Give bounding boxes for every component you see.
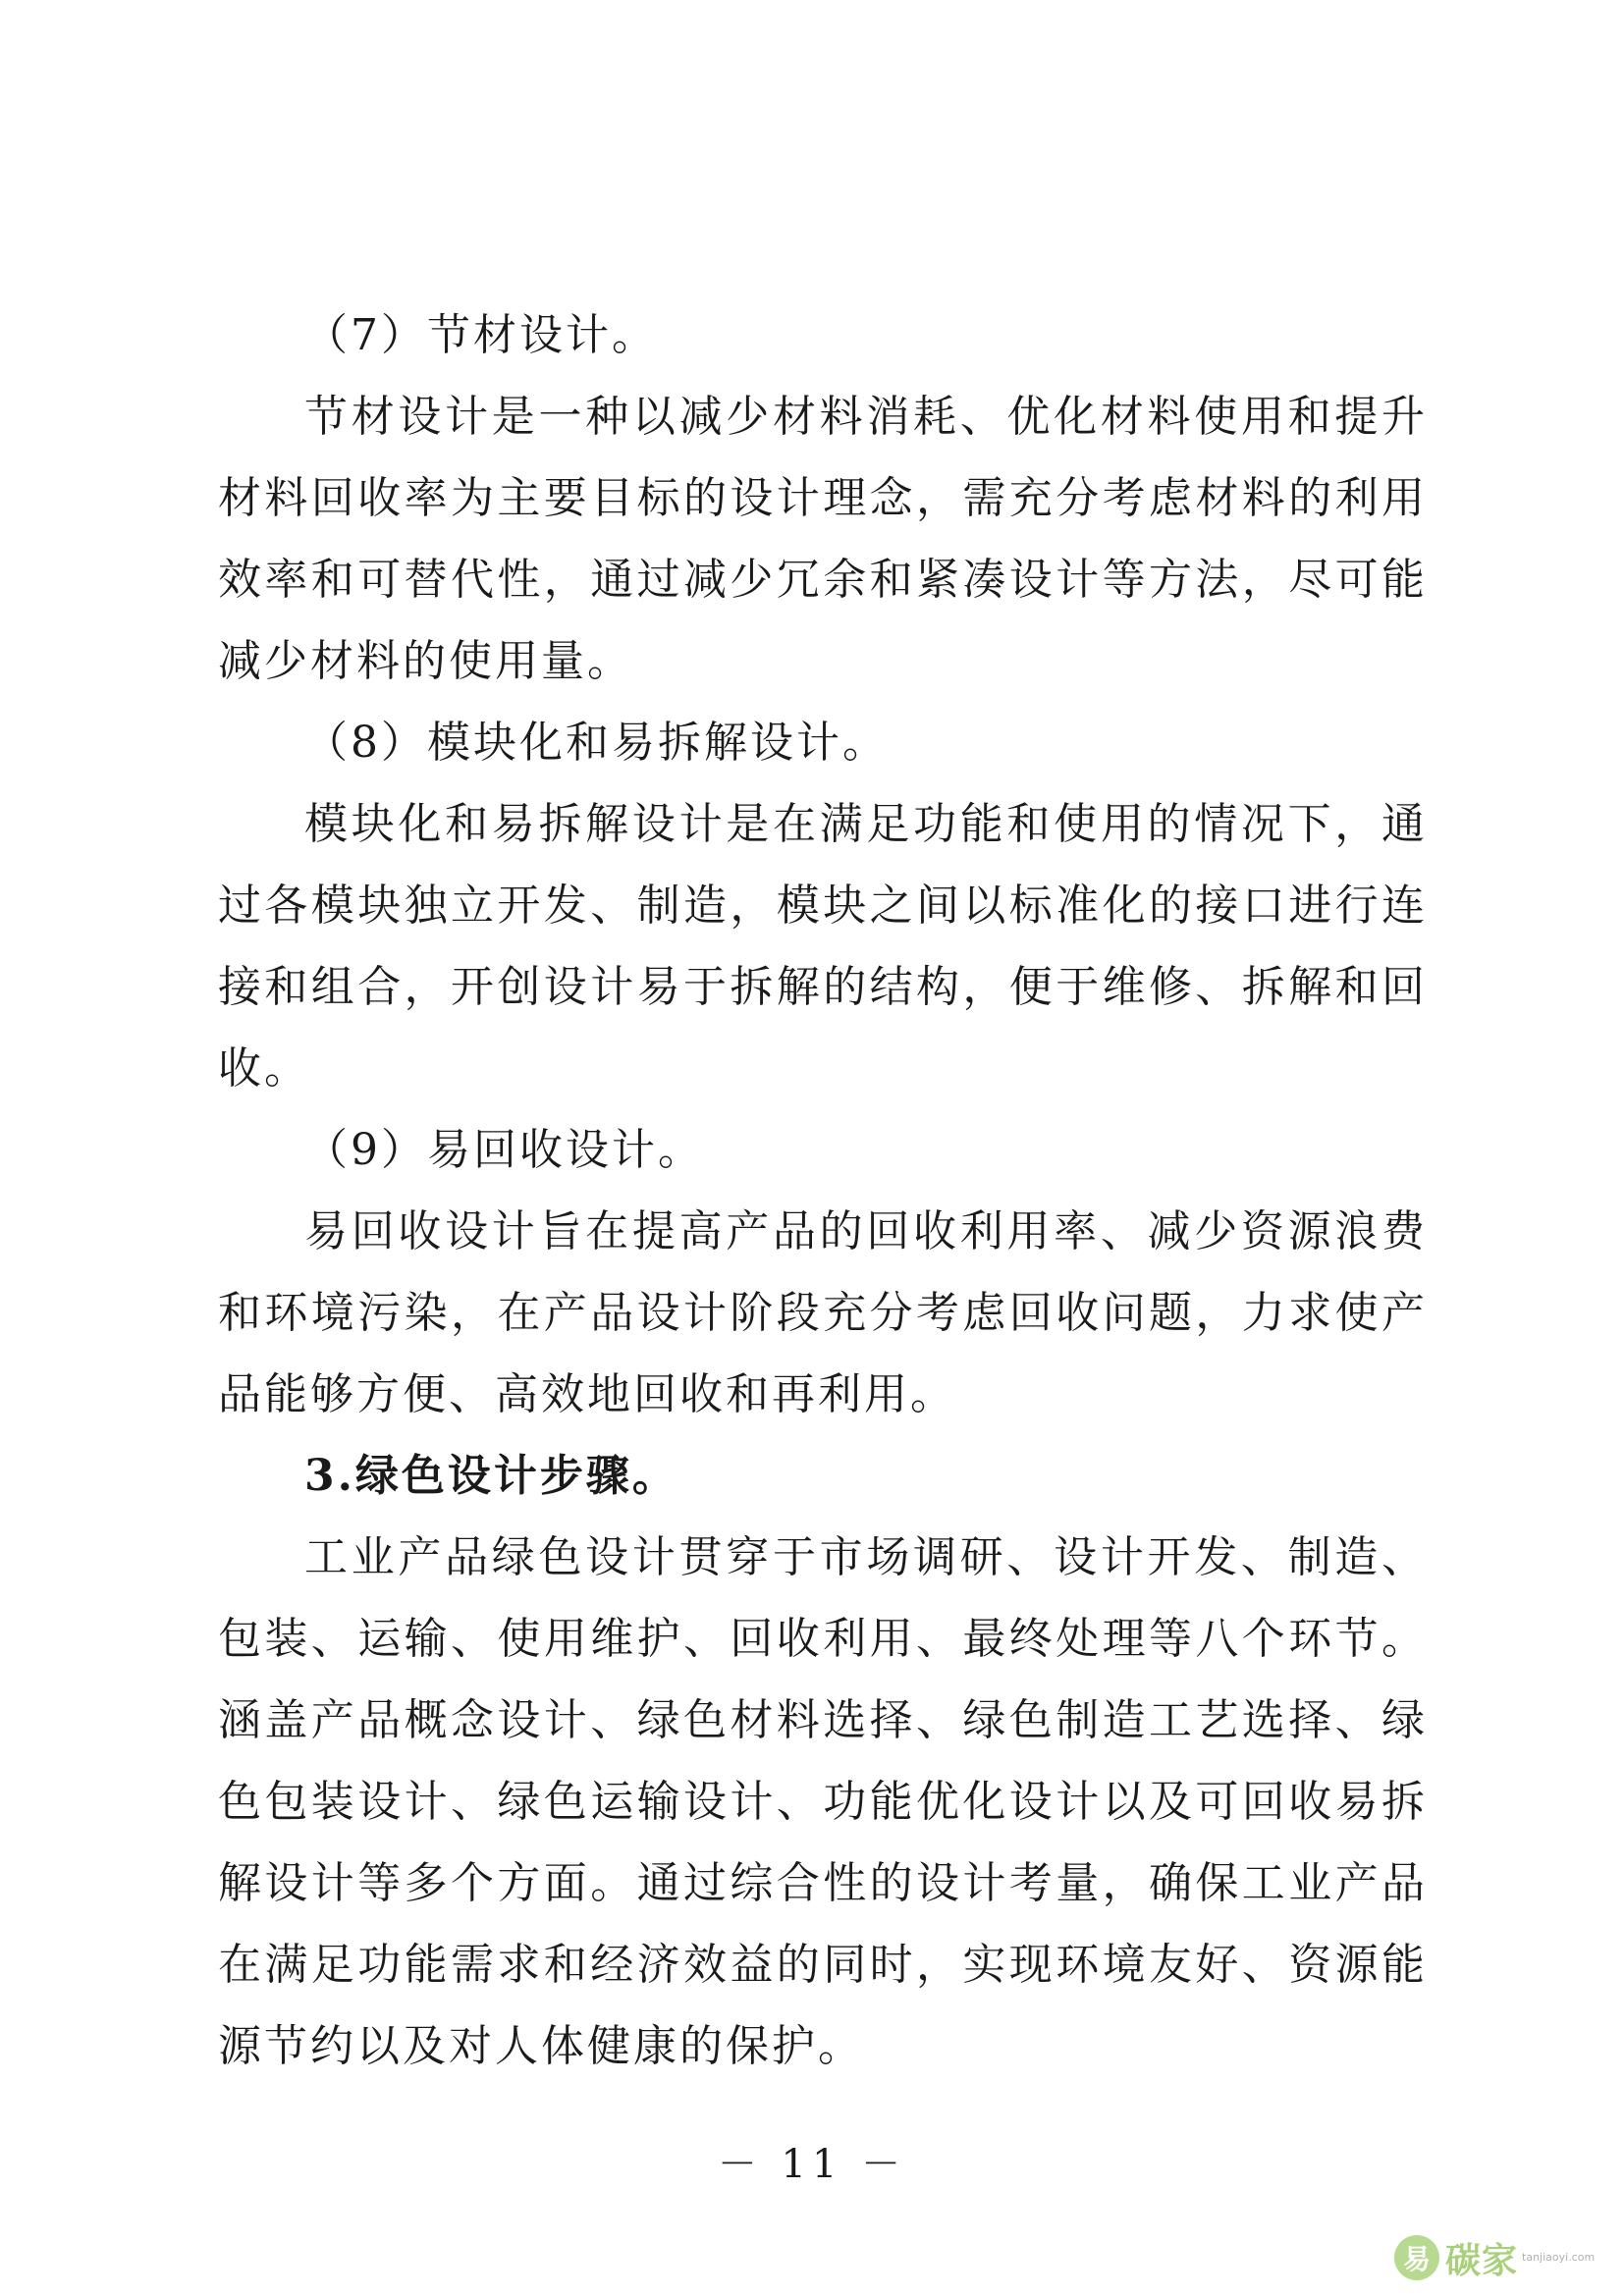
leaf-icon: 易: [1394, 2235, 1439, 2280]
paragraph-9: 易回收设计旨在提高产品的回收利用率、减少资源浪费和环境污染，在产品设计阶段充分考虑回收问题，力求使产品能够方便、高效地回收和再利用。: [218, 1206, 1428, 1419]
section-heading-7: （7）节材设计。: [304, 310, 658, 360]
document-body: [218, 294, 1428, 2087]
paragraph-7: 节材设计是一种以减少材料消耗、优化材料使用和提升材料回收率为主要目标的设计理念，需充分考虑材料的利用效率和可替代性，通过减少冗余和紧凑设计等方法，尽可能减少材料的使用量。: [218, 392, 1428, 686]
paragraph-3: 工业产品绿色设计贯穿于市场调研、设计开发、制造、包装、运输、使用维护、回收利用、最终处理等八个环节。涵盖产品概念设计、绿色材料选择、绿色制造工艺选择、绿色包装设计、绿色运输设计、功能优化设计以及可回收易拆解设计等多个方面。通过综合性的设计考量，确保工业产品在满足功能需求和经济效益的同时，实现环境友好、资源能源节约以及对人体健康的保护。: [218, 1532, 1428, 2071]
paragraph-8: 模块化和易拆解设计是在满足功能和使用的情况下，通过各模块独立开发、制造，模块之间以标准化的接口进行连接和组合，开创设计易于拆解的结构，便于维修、拆解和回收。: [218, 799, 1428, 1094]
section-heading-8: （8）模块化和易拆解设计。: [304, 718, 889, 768]
section-heading-9: （9）易回收设计。: [304, 1125, 704, 1175]
watermark-sub: tanjiaoyi.com: [1522, 2251, 1596, 2264]
watermark-text: 碳家: [1445, 2240, 1519, 2281]
page-number: － 11 －: [717, 2142, 907, 2187]
section-heading-3: 3.绿色设计步骤。: [304, 1451, 678, 1501]
watermark-logo: [1394, 2228, 1610, 2287]
